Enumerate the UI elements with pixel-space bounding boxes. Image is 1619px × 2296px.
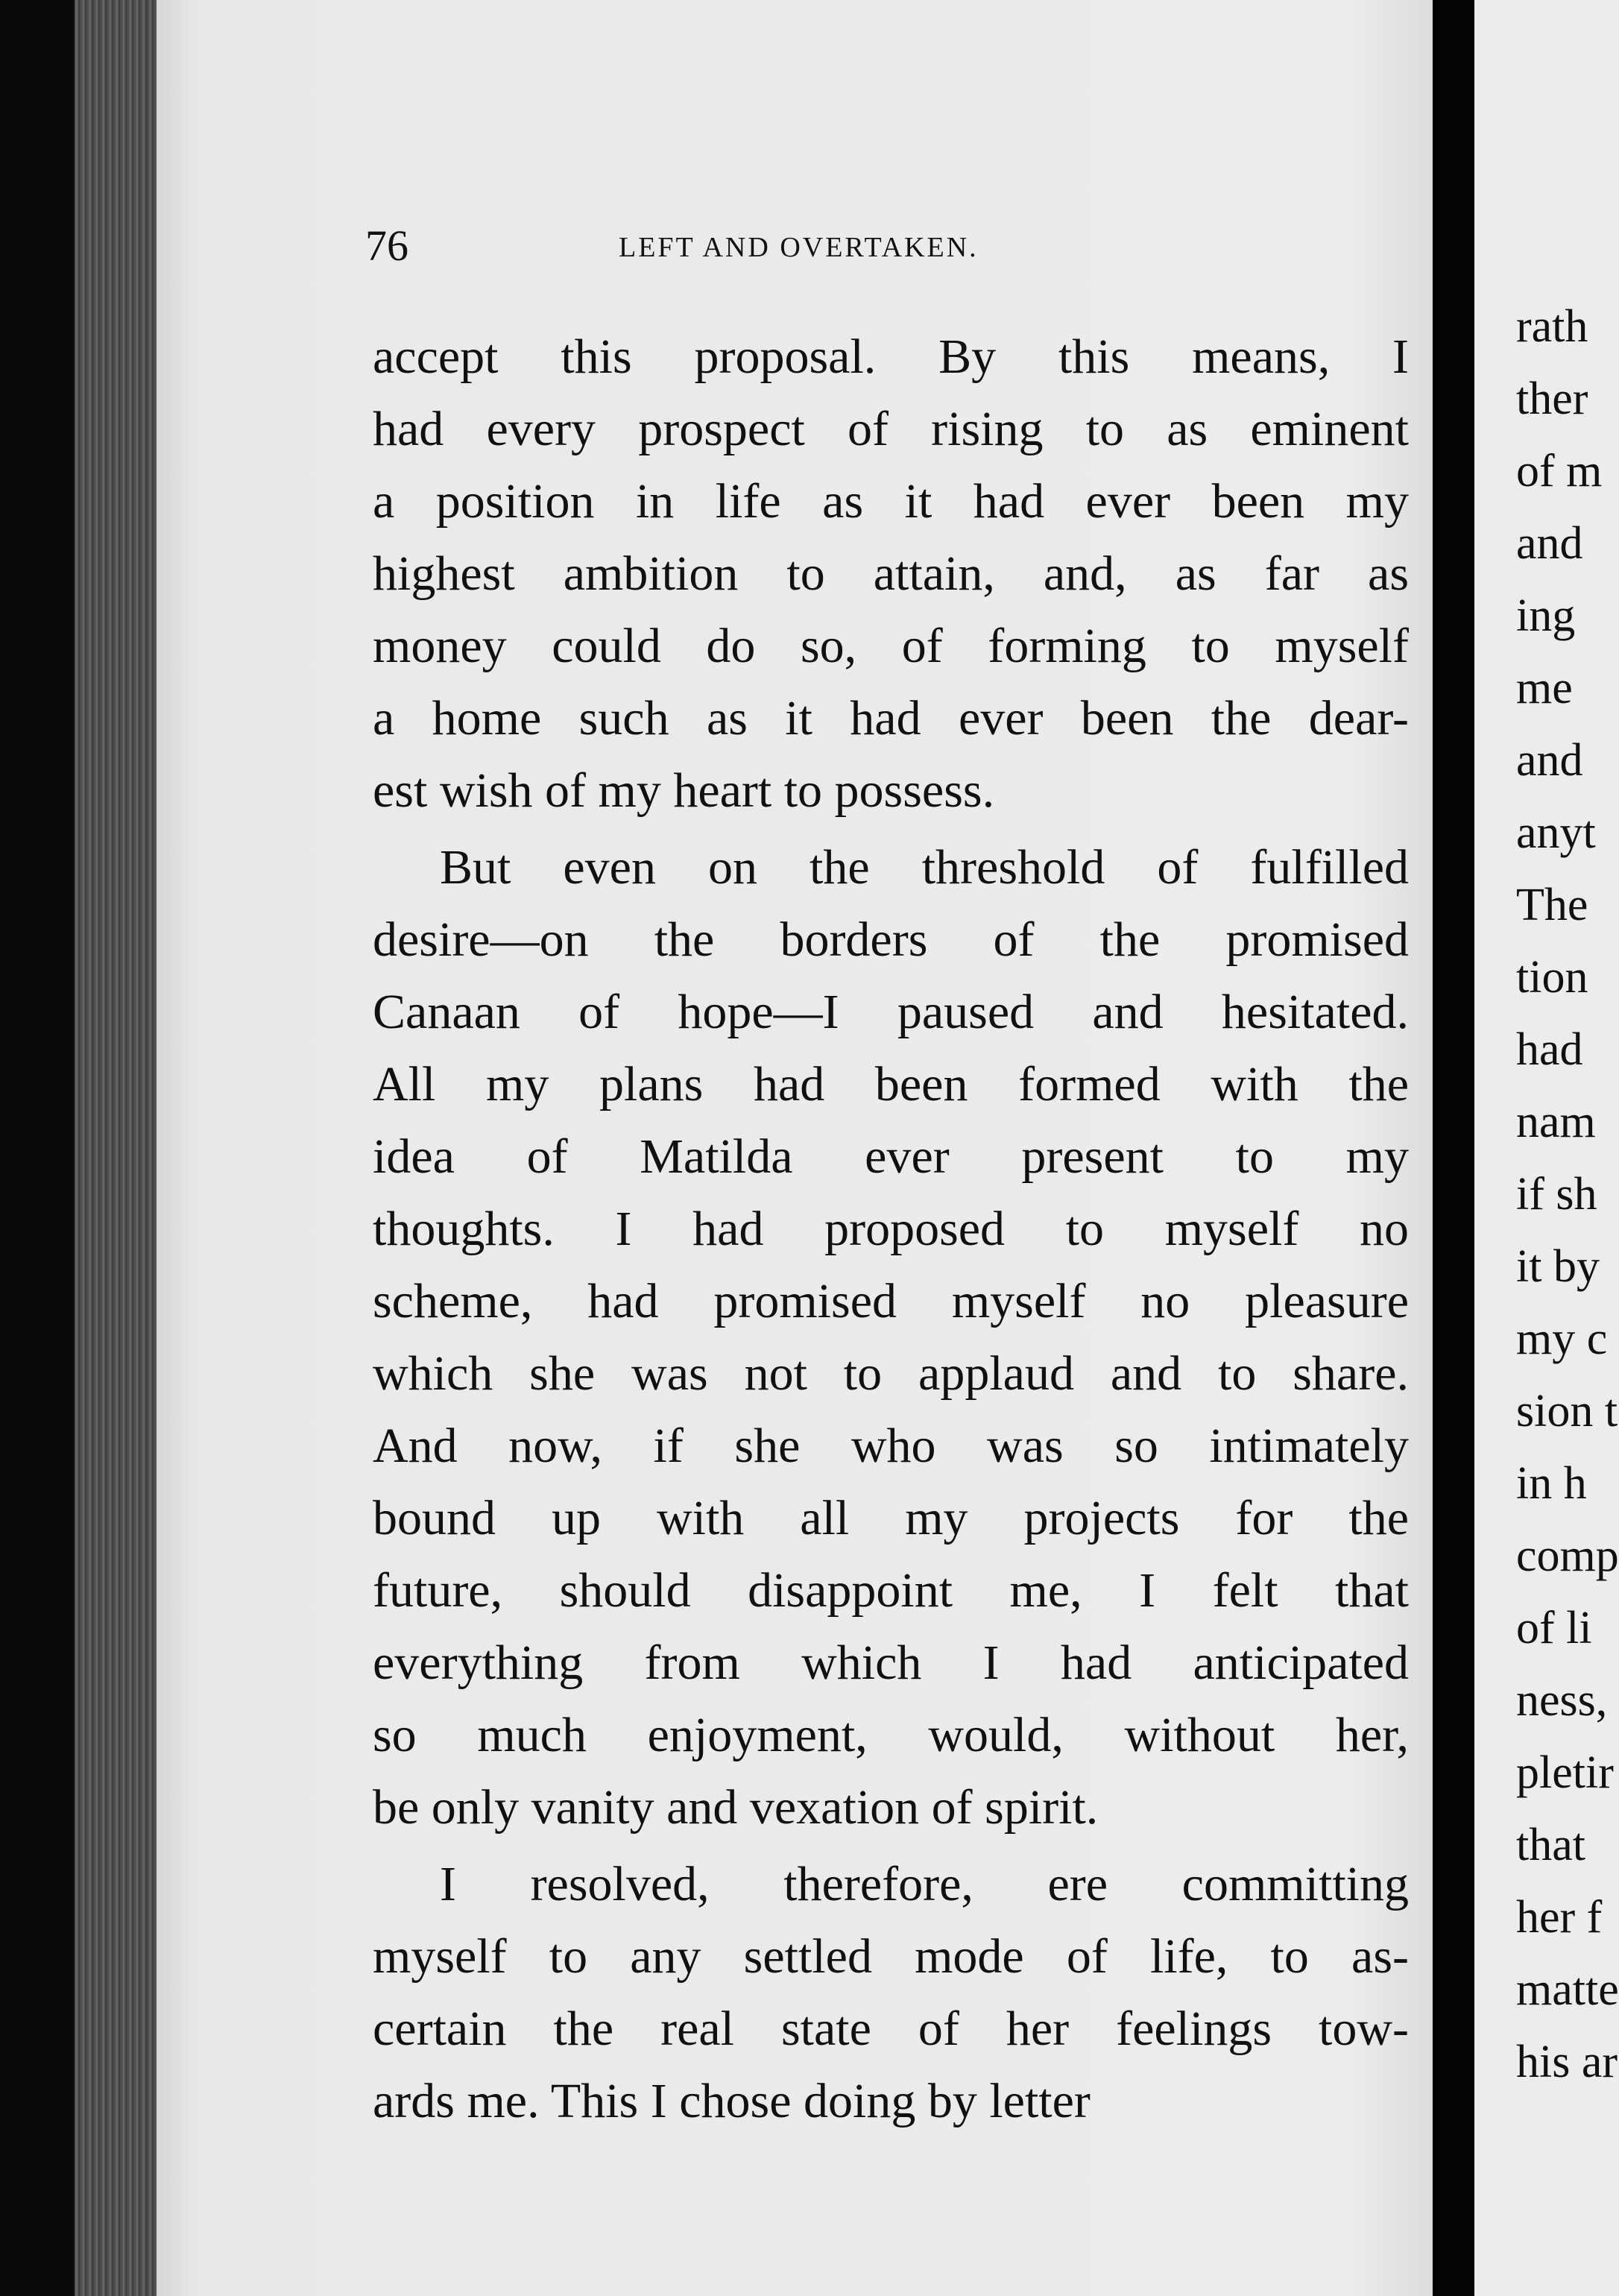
text-line: a home such as it had ever been the dear- — [373, 691, 1409, 745]
text-line: And now, if she who was so intimately — [373, 1419, 1409, 1473]
running-title: LEFT AND OVERTAKEN. — [619, 232, 979, 263]
text-line: everything from which I had anticipated — [373, 1636, 1409, 1690]
facing-page-line: ther — [1516, 373, 1588, 424]
facing-page-line: rath — [1516, 301, 1588, 352]
facing-page-line: of m — [1516, 446, 1603, 496]
text-line: be only vanity and vexation of spirit. — [373, 1780, 1099, 1835]
text-line: future, should disappoint me, I felt that — [373, 1563, 1409, 1618]
text-line: certain the real state of her feelings tow- — [373, 2002, 1409, 2056]
text-line: scheme, had promised myself no pleasure — [373, 1274, 1409, 1328]
book-edge — [0, 0, 75, 2296]
facing-page-line: ing — [1516, 590, 1576, 641]
text-line: I resolved, therefore, ere committing — [440, 1857, 1409, 1911]
facing-page-line: and — [1516, 518, 1583, 569]
facing-page-line: ness, — [1516, 1675, 1608, 1726]
body-text — [373, 321, 1409, 2142]
facing-page-line: my c — [1516, 1313, 1608, 1364]
text-line: All my plans had been formed with the — [373, 1057, 1409, 1111]
facing-page-line: if sh — [1516, 1169, 1597, 1220]
facing-page-line: had — [1516, 1024, 1583, 1075]
text-line: But even on the threshold of fulfilled — [440, 840, 1409, 895]
facing-page-line: of li — [1516, 1603, 1592, 1653]
text-line: myself to any settled mode of life, to as- — [373, 1929, 1409, 1984]
facing-page-line: sion t — [1516, 1386, 1618, 1436]
text-line: so much enjoyment, would, without her, — [373, 1708, 1409, 1762]
page-number: 76 — [365, 221, 408, 270]
facing-page-line: pletir — [1516, 1747, 1614, 1798]
text-line: Canaan of hope—I paused and hesitated. — [373, 985, 1409, 1039]
text-line: est wish of my heart to possess. — [373, 763, 995, 818]
text-line: bound up with all my projects for the — [373, 1491, 1409, 1545]
text-line: ards me. This I chose doing by letter — [373, 2074, 1091, 2128]
facing-page-line: comp — [1516, 1530, 1619, 1581]
facing-page-line: and — [1516, 735, 1583, 786]
text-line: accept this proposal. By this means, I — [373, 329, 1409, 384]
text-line: had every prospect of rising to as eminent — [373, 402, 1409, 456]
running-header — [365, 216, 1409, 291]
facing-page-text — [1516, 291, 1619, 2098]
facing-page-line: that — [1516, 1820, 1585, 1870]
facing-page-line: it by — [1516, 1241, 1600, 1292]
facing-page-line: tion — [1516, 952, 1588, 1003]
text-line: highest ambition to attain, and, as far as — [373, 546, 1409, 601]
facing-page-line: nam — [1516, 1097, 1596, 1147]
facing-page-line: The — [1516, 880, 1588, 930]
paragraph — [373, 1848, 1409, 2137]
facing-page-line: his ar — [1516, 2037, 1618, 2087]
facing-page-line: matte — [1516, 1964, 1619, 2015]
text-line: which she was not to applaud and to share. — [373, 1346, 1409, 1401]
text-line: thoughts. I had proposed to myself no — [373, 1202, 1409, 1256]
facing-page-line: in h — [1516, 1458, 1587, 1509]
text-line: idea of Matilda ever present to my — [373, 1129, 1409, 1184]
paragraph — [373, 321, 1409, 827]
book-gutter — [1433, 0, 1474, 2296]
facing-page-line: me — [1516, 663, 1573, 713]
page-edges — [75, 0, 157, 2296]
text-line: a position in life as it had ever been my — [373, 474, 1409, 529]
text-line: desire—on the borders of the promised — [373, 912, 1409, 967]
facing-page — [1474, 0, 1619, 2296]
facing-page-line: anyt — [1516, 807, 1596, 858]
facing-page-line: her f — [1516, 1892, 1603, 1943]
paragraph — [373, 831, 1409, 1844]
text-line: money could do so, of forming to myself — [373, 619, 1409, 673]
